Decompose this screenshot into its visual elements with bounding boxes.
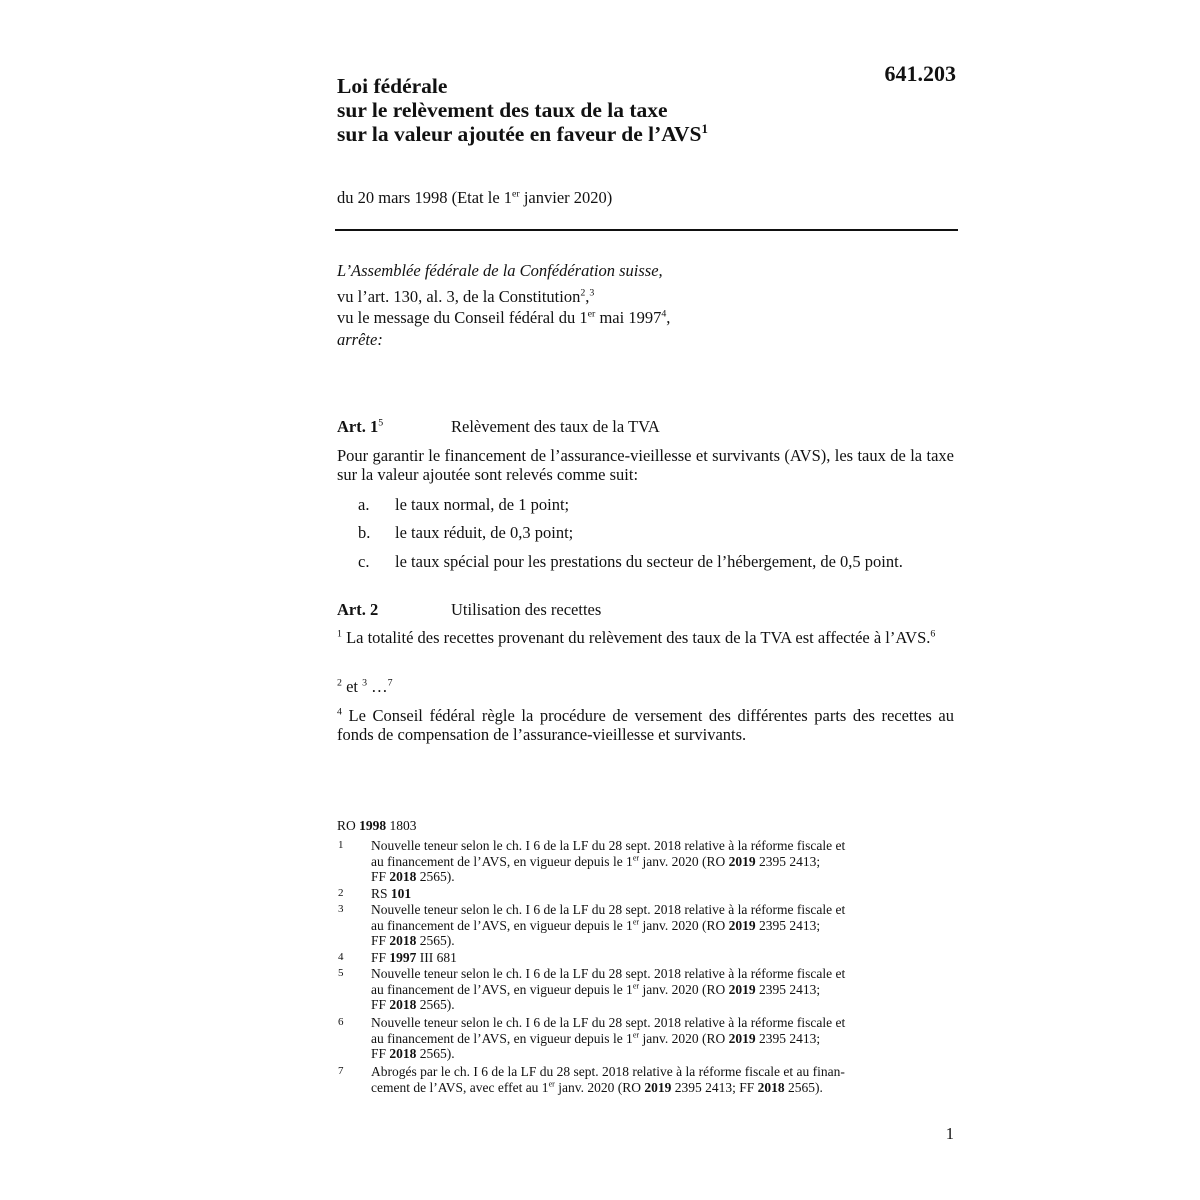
footnote-4-number: 4 [338, 951, 344, 963]
preamble-decree: arrête: [337, 330, 383, 349]
footnote-ref-5[interactable]: 5 [378, 417, 384, 429]
footnote-5-number: 5 [338, 967, 344, 979]
article-2-label: Art. 2 [337, 600, 379, 619]
footnote-2: RS 101 [371, 886, 412, 901]
article-2-title: Utilisation des recettes [451, 600, 602, 619]
footnote-6: Nouvelle teneur selon le ch. I 6 de la LF du 28 sept. 2018 relative à la réforme fiscale et au financement de l’AVS, en vigueur depuis le 1er janv. 2020 (RO 2019 2395 2413; FF 2018 2565). [371, 1015, 846, 1061]
footnote-3: Nouvelle teneur selon le ch. I 6 de la LF du 28 sept. 2018 relative à la réforme fiscale et au financement de l’AVS, en vigueur depuis le 1er janv. 2020 (RO 2019 2395 2413; FF 2018 2565). [371, 902, 846, 948]
footnote-7: Abrogés par le ch. I 6 de la LF du 28 sept. 2018 relative à la réforme fiscale et au finan- cement de l’AVS, avec effet au 1er janv. 2020 (RO 2019 2395 2413; FF 2018 2565). [371, 1064, 845, 1095]
article-2-paragraph-2-3: $^2$ et $^3$ …$^7$ [337, 677, 393, 696]
footnote-ref-3[interactable]: 3 [589, 287, 595, 299]
law-title-line-1: Loi fédérale [337, 74, 448, 98]
footnote-6-number: 6 [338, 1016, 344, 1028]
footnote-1-number: 1 [338, 839, 344, 851]
footnote-ref-7[interactable]: 7 [387, 677, 393, 689]
article-1-label: Art. $1^5$ [337, 417, 384, 436]
header-divider [335, 229, 958, 231]
preamble-message: vu le message du Conseil fédéral du 1er mai 1997$^4$, [337, 308, 671, 327]
law-title-line-2: sur le relèvement des taux de la taxe [337, 98, 668, 122]
law-date: du 20 mars 1998 (Etat le 1er janvier 2020) [337, 188, 613, 207]
law-title-line-3: sur la valeur ajoutée en faveur de l’AVS$^1$ [337, 121, 708, 146]
article-1-item-b: le taux réduit, de 0,3 point; [395, 523, 574, 542]
footnote-5: Nouvelle teneur selon le ch. I 6 de la LF du 28 sept. 2018 relative à la réforme fiscale et au financement de l’AVS, en vigueur depuis le 1er janv. 2020 (RO 2019 2395 2413; FF 2018 2565). [371, 966, 846, 1012]
footnote-1: Nouvelle teneur selon le ch. I 6 de la LF du 28 sept. 2018 relative à la réforme fiscale et au financement de l’AVS, en vigueur depuis le 1er janv. 2020 (RO 2019 2395 2413; FF 2018 2565). [371, 838, 846, 884]
footnote-ref-6[interactable]: 6 [930, 628, 936, 640]
article-1-intro: Pour garantir le financement de l’assurance-vieillesse et survivants (AVS), les taux de la taxe sur la valeur ajoutée sont relevés comme suit: [337, 446, 954, 484]
systematic-number: 641.203 [884, 61, 956, 86]
article-1-item-a: le taux normal, de 1 point; [395, 495, 570, 514]
footnote-ref-4[interactable]: 4 [661, 308, 667, 320]
article-1-item-c: le taux spécial pour les prestations du secteur de l’hébergement, de 0,5 point. [395, 552, 903, 571]
footnote-7-number: 7 [338, 1065, 344, 1077]
footnote-ref-2[interactable]: 2 [580, 287, 586, 299]
footnote-ref-1[interactable]: 1 [701, 121, 708, 136]
footnote-source: RO 1998 1803 [337, 818, 417, 833]
article-1-item-a-letter: a. [358, 495, 370, 514]
article-1-item-b-letter: b. [358, 523, 371, 542]
footnote-2-number: 2 [338, 887, 344, 899]
article-1-title: Relèvement des taux de la TVA [451, 417, 660, 436]
footnote-3-number: 3 [338, 903, 344, 915]
article-1-item-c-letter: c. [358, 552, 370, 571]
preamble-constitution: vu l’art. 130, al. 3, de la Constitution$^2$,$^3$ [337, 287, 595, 306]
article-2-paragraph-1: $^1$ La totalité des recettes provenant du relèvement des taux de la TVA est affectée à l’AVS.$^6$ [337, 628, 936, 647]
page-number: 1 [945, 1124, 954, 1143]
law-title [337, 74, 817, 146]
footnote-4: FF 1997 III 681 [371, 950, 457, 965]
article-2-paragraph-4: $^4$ Le Conseil fédéral règle la procédure de versement des différentes parts des recettes au fonds de compensation de l’assurance-vieillesse et survivants. [337, 706, 954, 744]
preamble-authority: L’Assemblée fédérale de la Confédération suisse, [337, 261, 663, 280]
